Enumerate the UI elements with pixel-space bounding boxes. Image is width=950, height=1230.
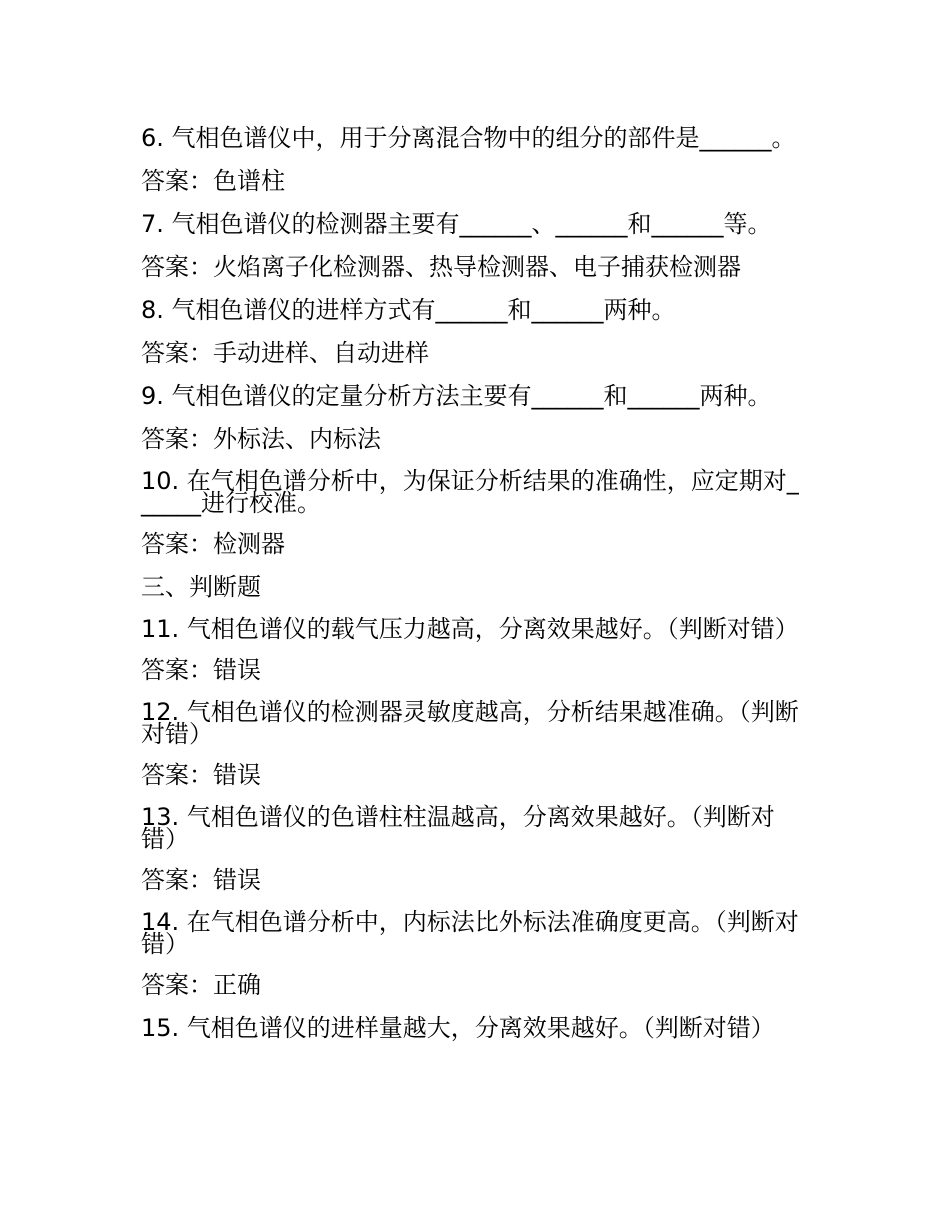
answer-9: 答案：外标法、内标法 <box>141 425 381 453</box>
question-10: 10. 在气相色谱分析中，为保证分析结果的准确性，应定期对______进行校准。 <box>141 467 799 517</box>
answer-14: 答案：正确 <box>141 971 261 999</box>
question-8: 8. 气相色谱仪的进样方式有______和______两种。 <box>141 296 676 324</box>
answer-11: 答案：错误 <box>141 656 261 684</box>
answer-6: 答案：色谱柱 <box>141 167 285 195</box>
question-7: 7. 气相色谱仪的检测器主要有______、______和______等。 <box>141 210 772 238</box>
answer-8: 答案：手动进样、自动进样 <box>141 339 429 367</box>
answer-13: 答案：错误 <box>141 866 261 894</box>
answer-7: 答案：火焰离子化检测器、热导检测器、电子捕获检测器 <box>141 253 741 281</box>
question-11: 11. 气相色谱仪的载气压力越高，分离效果越好。（判断对错） <box>141 615 799 643</box>
document-page <box>141 126 809 1059</box>
question-14: 14. 在气相色谱分析中，内标法比外标法准确度更高。（判断对错） <box>141 908 799 958</box>
answer-12: 答案：错误 <box>141 761 261 789</box>
answer-10: 答案：检测器 <box>141 530 285 558</box>
question-13: 13. 气相色谱仪的色谱柱柱温越高，分离效果越好。（判断对错） <box>141 803 775 853</box>
question-12: 12. 气相色谱仪的检测器灵敏度越高，分析结果越准确。（判断对错） <box>141 698 799 748</box>
question-6: 6. 气相色谱仪中，用于分离混合物中的组分的部件是______。 <box>141 124 796 152</box>
section-heading-true-false: 三、判断题 <box>141 573 261 601</box>
question-9: 9. 气相色谱仪的定量分析方法主要有______和______两种。 <box>141 382 772 410</box>
question-15: 15. 气相色谱仪的进样量越大，分离效果越好。（判断对错） <box>141 1014 775 1042</box>
